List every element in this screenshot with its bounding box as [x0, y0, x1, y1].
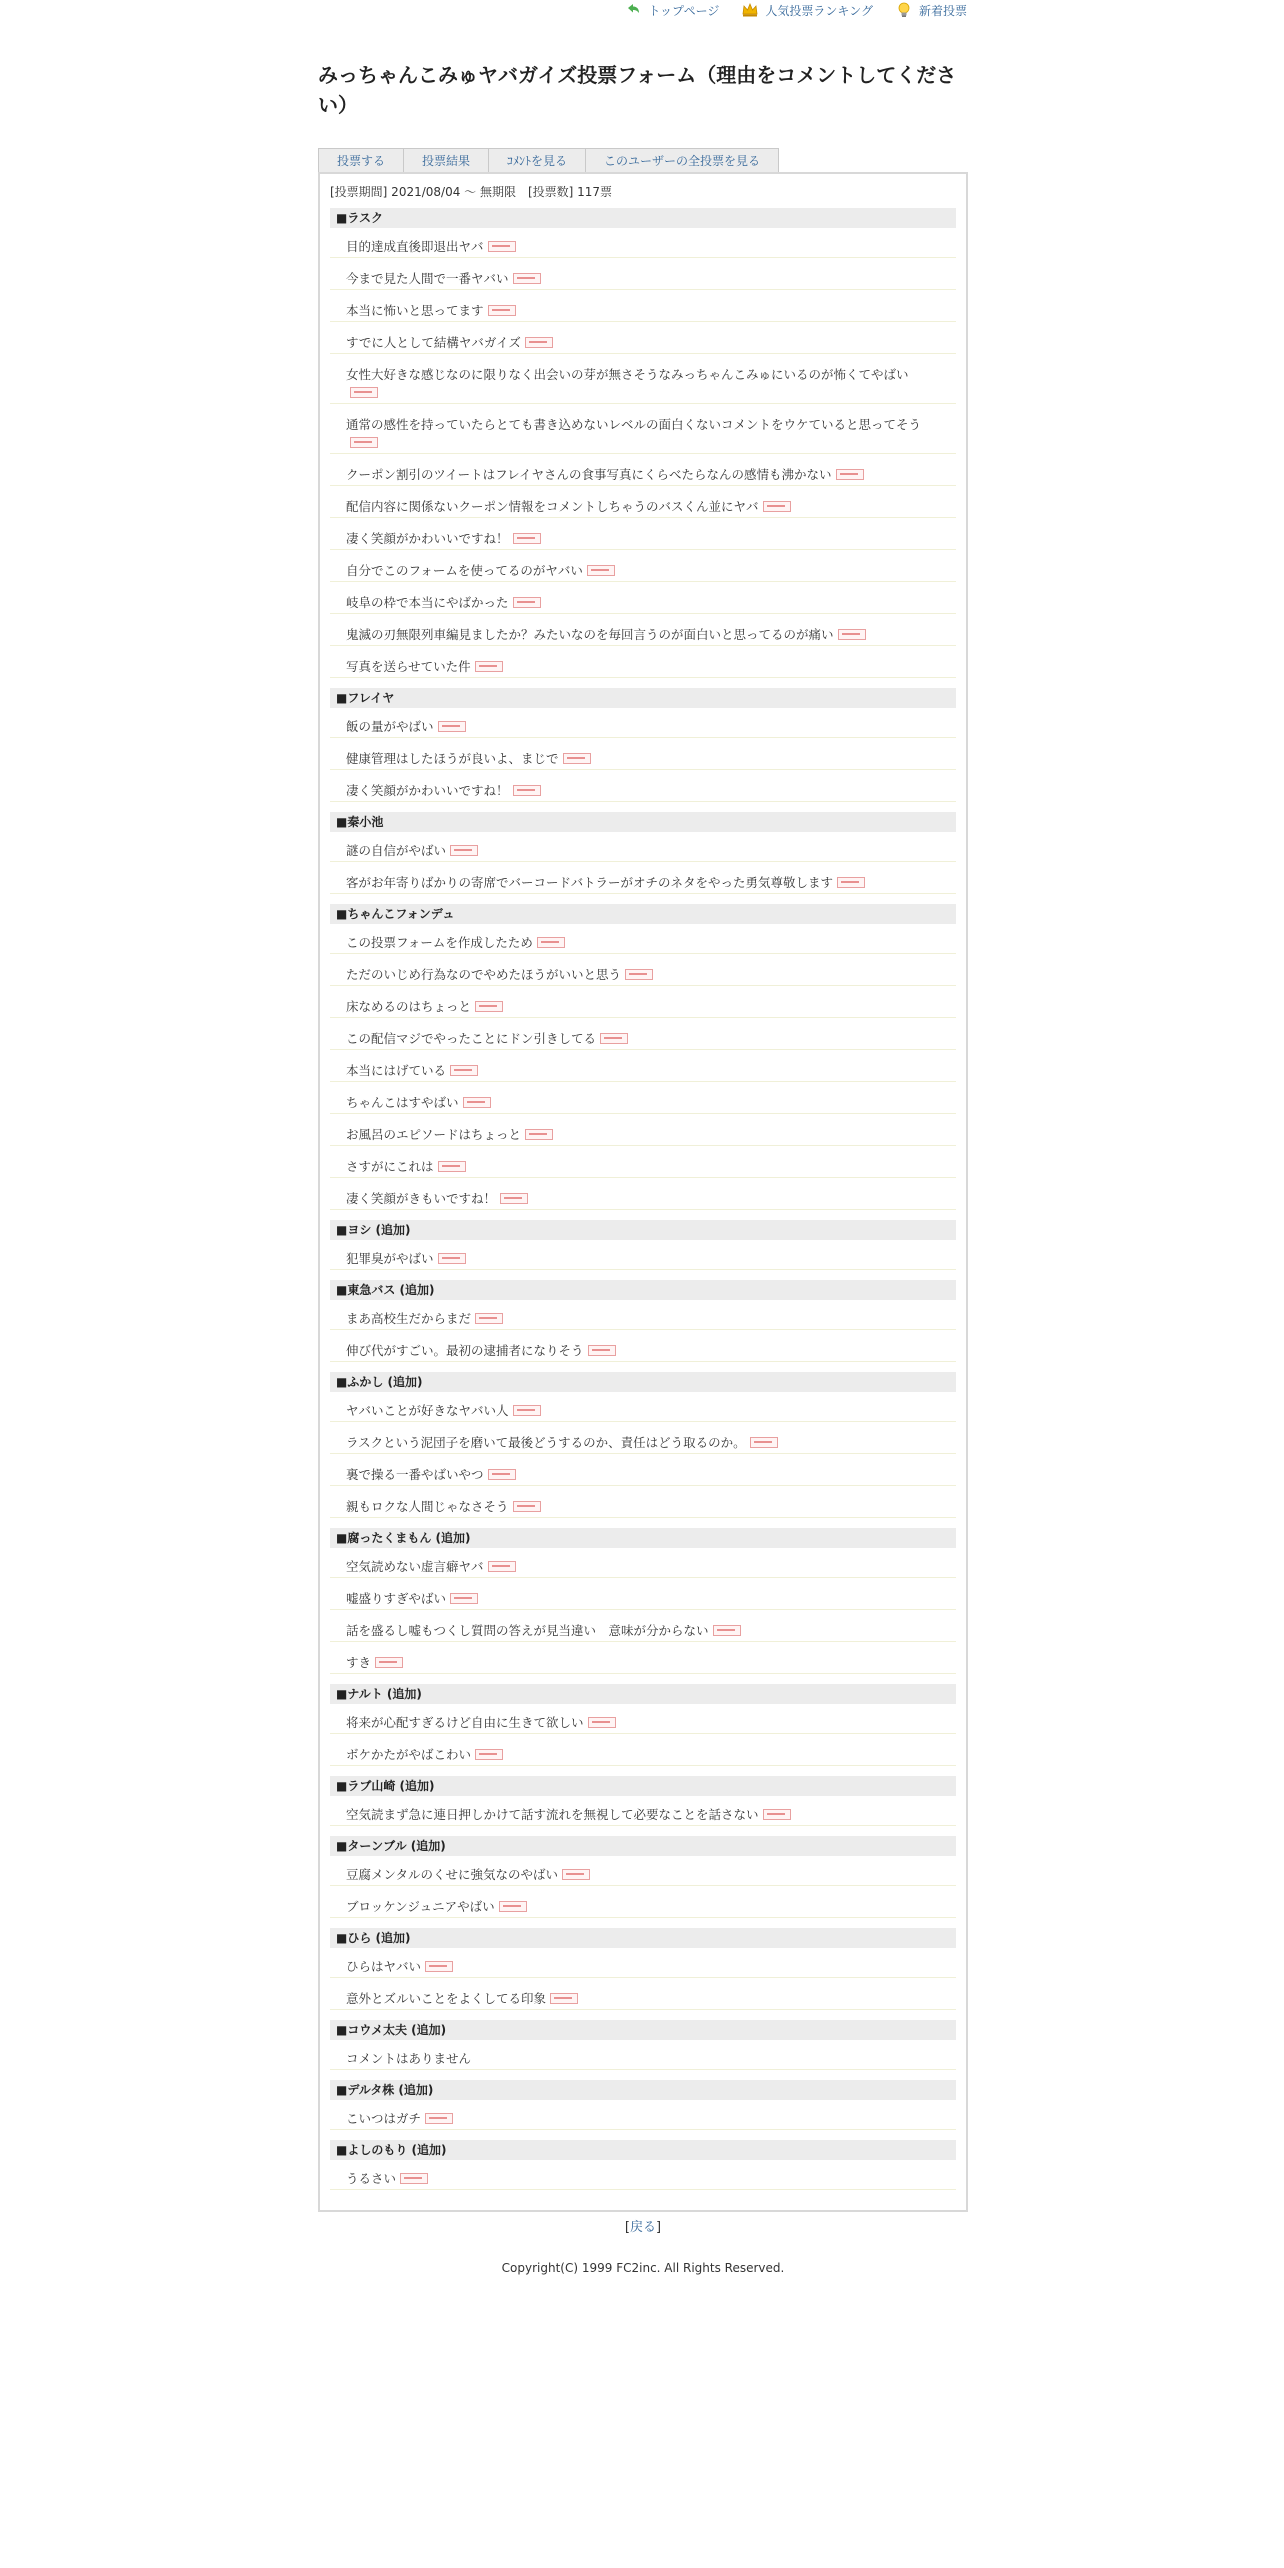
section-heading: ■秦小池: [330, 812, 956, 832]
comment-text: 親もロクな人間じゃなさそう: [346, 1499, 509, 1514]
comment-item: [330, 1864, 956, 1886]
comment-item: [330, 1464, 956, 1486]
report-icon[interactable]: [438, 721, 466, 732]
copyright: Copyright(C) 1999 FC2inc. All Rights Reserved.: [501, 2261, 785, 2275]
comment-text: ひらはヤバい: [346, 1959, 422, 1974]
comment-item: [330, 1432, 956, 1454]
section-heading: ■ラブ山崎 (追加): [330, 1776, 956, 1796]
comment-text: 自分でこのフォームを使ってるのがヤバい: [346, 563, 583, 578]
report-icon[interactable]: [350, 437, 378, 448]
comment-text: 飯の量がやばい: [346, 719, 434, 734]
comment-item: [330, 1744, 956, 1766]
comment-item: [330, 1124, 956, 1146]
comment-text: ボケかたがやばこわい: [346, 1747, 472, 1762]
comment-text: 犯罪臭がやばい: [346, 1251, 434, 1266]
comment-item: [330, 1188, 956, 1210]
comment-item: [330, 964, 956, 986]
comment-text: 女性大好きな感じなのに限りなく出会いの芽が無さそうなみっちゃんこみゅにいるのが怖くてやばい: [346, 367, 909, 382]
comment-item: [330, 1156, 956, 1178]
comment-item: [330, 1620, 956, 1642]
section-heading: ■ちゃんこフォンデュ: [330, 904, 956, 924]
comment-text: 伸び代がすごい。最初の逮捕者になりそう: [346, 1343, 584, 1358]
report-icon[interactable]: [513, 785, 541, 796]
comment-text: 健康管理はしたほうが良いよ、まじで: [346, 751, 559, 766]
comment-item: [330, 996, 956, 1018]
report-icon[interactable]: [600, 1033, 628, 1044]
report-icon[interactable]: [475, 1001, 503, 1012]
comment-item: [330, 2048, 956, 2070]
comment-item: [330, 748, 956, 770]
comment-text: さすがにこれは: [346, 1159, 434, 1174]
report-icon[interactable]: [475, 1313, 503, 1324]
comment-text: 客がお年寄りばかりの寄席でバーコードバトラーがオチのネタをやった勇気尊敬します: [346, 875, 834, 890]
report-icon[interactable]: [562, 1869, 590, 1880]
report-icon[interactable]: [513, 1501, 541, 1512]
comment-text: 空気読まず急に連日押しかけて話す流れを無視して必要なことを話さない: [346, 1807, 759, 1822]
comment-item: [330, 656, 956, 678]
comment-item: [330, 1496, 956, 1518]
comment-text: 話を盛るし嘘もつくし質問の答えが見当違い 意味が分からない: [346, 1623, 709, 1638]
comment-text: 裏で操る一番やばいやつ: [346, 1467, 484, 1482]
comment-text: 凄く笑顔がかわいいですね！: [346, 531, 509, 546]
crown-icon: [741, 1, 759, 19]
report-icon[interactable]: [400, 2173, 428, 2184]
comment-item: [330, 268, 956, 290]
comment-item: [330, 1248, 956, 1270]
comment-text: うるさい: [346, 2171, 397, 2186]
section-heading: ■デルタ株 (追加): [330, 2080, 956, 2100]
comment-text: 今まで見た人間で一番ヤバい: [346, 271, 509, 286]
nav-new-votes[interactable]: [895, 0, 967, 20]
back-link[interactable]: 戻る: [629, 2220, 656, 2235]
comment-text: 鬼滅の刃無限列車編見ましたか？みたいなのを毎回言うのが面白いと思ってるのが痛い: [346, 627, 834, 642]
comment-item: [330, 1652, 956, 1674]
comment-text: 配信内容に関係ないクーポン情報をコメントしちゃうのバスくん並にヤバ: [346, 499, 759, 514]
report-icon[interactable]: [625, 969, 653, 980]
tab-all-user-votes[interactable]: このユーザーの全投票を見る: [585, 148, 779, 172]
comment-item: [330, 1956, 956, 1978]
nav-ranking-label: 人気投票ランキング: [765, 3, 873, 18]
report-icon[interactable]: [438, 1253, 466, 1264]
nav-top-page[interactable]: [624, 0, 719, 20]
comment-text: 空気読めない虚言癖ヤバ: [346, 1559, 484, 1574]
comment-text: 凄く笑顔がかわいいですね！: [346, 783, 509, 798]
comment-item: [330, 364, 956, 404]
comment-sections: [330, 208, 956, 2190]
comment-text: 通常の感性を持っていたらとても書き込めないレベルの面白くないコメントをウケていると思ってそう: [346, 417, 922, 432]
comment-item: [330, 1060, 956, 1082]
comment-item: [330, 1308, 956, 1330]
return-arrow-icon: [624, 1, 642, 19]
comment-item: [330, 1804, 956, 1826]
section-heading: ■ふかし (追加): [330, 1372, 956, 1392]
report-icon[interactable]: [525, 337, 553, 348]
report-icon[interactable]: [475, 1749, 503, 1760]
nav-new-votes-label: 新着投票: [918, 3, 967, 18]
section-heading: ■ラスク: [330, 208, 956, 228]
report-icon[interactable]: [550, 1993, 578, 2004]
top-navigation: [624, 0, 967, 20]
comment-item: [330, 496, 956, 518]
comment-item: [330, 2168, 956, 2190]
section-heading: ■ターンブル (追加): [330, 1836, 956, 1856]
comment-item: [330, 1340, 956, 1362]
back-link-row: [318, 2216, 968, 2235]
comment-text: 将来が心配すぎるけど自由に生きて欲しい: [346, 1715, 584, 1730]
comment-item: [330, 840, 956, 862]
report-icon[interactable]: [425, 2113, 453, 2124]
report-icon[interactable]: [350, 387, 378, 398]
comment-text: ただのいじめ行為なのでやめたほうがいいと思う: [346, 967, 622, 982]
nav-top-page-label: トップページ: [648, 3, 720, 18]
lightbulb-icon: [895, 1, 913, 19]
report-icon[interactable]: [499, 1901, 527, 1912]
comment-text: 謎の自信がやばい: [346, 843, 447, 858]
report-icon[interactable]: [488, 1561, 516, 1572]
comment-item: [330, 1092, 956, 1114]
comment-item: [330, 1896, 956, 1918]
comment-text: こいつはガチ: [346, 2111, 422, 2126]
comment-text: クーポン割引のツイートはフレイヤさんの食事写真にくらべたらなんの感情も沸かない: [346, 467, 832, 482]
comment-text: 豆腐メンタルのくせに強気なのやばい: [346, 1867, 559, 1882]
report-icon[interactable]: [513, 597, 541, 608]
comment-text: 本当にはげている: [346, 1063, 447, 1078]
comment-item: [330, 300, 956, 322]
comment-item: [330, 932, 956, 954]
comment-item: [330, 1400, 956, 1422]
report-icon[interactable]: [500, 1193, 528, 1204]
comment-panel: [318, 172, 968, 2212]
report-icon[interactable]: [836, 469, 864, 480]
comment-item: [330, 2108, 956, 2130]
comment-item: [330, 716, 956, 738]
tab-vote[interactable]: 投票する: [318, 148, 404, 172]
report-icon[interactable]: [587, 565, 615, 576]
section-heading: ■東急バス (追加): [330, 1280, 956, 1300]
report-icon[interactable]: [763, 501, 791, 512]
report-icon[interactable]: [525, 1129, 553, 1140]
report-icon[interactable]: [563, 753, 591, 764]
report-icon[interactable]: [450, 1593, 478, 1604]
comment-item: [330, 872, 956, 894]
tab-results[interactable]: 投票結果: [403, 148, 489, 172]
report-icon[interactable]: [375, 1657, 403, 1668]
comment-text: 床なめるのはちょっと: [346, 999, 472, 1014]
comment-text: まあ高校生だからまだ: [346, 1311, 472, 1326]
report-icon[interactable]: [450, 1065, 478, 1076]
tab-bar: [318, 148, 968, 172]
comment-item: [330, 1556, 956, 1578]
comment-item: [330, 414, 956, 454]
comment-text: 凄く笑顔がきもいですね！: [346, 1191, 497, 1206]
comment-text: お風呂のエピソードはちょっと: [346, 1127, 522, 1142]
report-icon[interactable]: [438, 1161, 466, 1172]
section-heading: ■腐ったくまもん (追加): [330, 1528, 956, 1548]
comment-text: 目的達成直後即退出ヤバ: [346, 239, 484, 254]
report-icon[interactable]: [513, 1405, 541, 1416]
nav-ranking[interactable]: [741, 0, 873, 20]
comment-item: [330, 624, 956, 646]
section-heading: ■ヨシ (追加): [330, 1220, 956, 1240]
comment-text: ヤバいことが好きなヤバい人: [346, 1403, 509, 1418]
report-icon[interactable]: [537, 937, 565, 948]
tab-comments[interactable]: ｺﾒﾝﾄを見る: [488, 148, 586, 172]
comment-item: [330, 1712, 956, 1734]
report-icon[interactable]: [488, 241, 516, 252]
comment-text: 写真を送らせていた件: [346, 659, 471, 674]
comment-item: [330, 592, 956, 614]
comment-item: [330, 1588, 956, 1610]
comment-item: [330, 560, 956, 582]
section-heading: ■コウメ太夫 (追加): [330, 2020, 956, 2040]
page-title: みっちゃんこみゅヤバガイズ投票フォーム（理由をコメントしてください）: [318, 63, 957, 117]
comment-text: 意外とズルいことをよくしてる印象: [346, 1991, 547, 2006]
section-heading: ■ひら (追加): [330, 1928, 956, 1948]
report-icon[interactable]: [488, 305, 516, 316]
report-icon[interactable]: [713, 1625, 741, 1636]
comment-text: すでに人として結構ヤバガイズ: [346, 335, 521, 350]
back-bracket-open: [: [624, 2220, 630, 2235]
comment-text: 岐阜の枠で本当にやばかった: [346, 595, 509, 610]
comment-text: コメントはありません: [346, 2051, 472, 2066]
section-heading: ■フレイヤ: [330, 688, 956, 708]
report-icon[interactable]: [513, 533, 541, 544]
report-icon[interactable]: [463, 1097, 491, 1108]
comment-text: ラスクという泥団子を磨いて最後どうするのか、責任はどう取るのか。: [346, 1435, 746, 1450]
back-bracket-close: ]: [656, 2220, 662, 2235]
comment-item: [330, 236, 956, 258]
comment-text: この配信マジでやったことにドン引きしてる: [346, 1031, 597, 1046]
comment-item: [330, 464, 956, 486]
comment-text: この投票フォームを作成したため: [346, 935, 533, 950]
report-icon[interactable]: [588, 1345, 616, 1356]
comment-item: [330, 332, 956, 354]
report-icon[interactable]: [425, 1961, 453, 1972]
report-icon[interactable]: [838, 629, 866, 640]
report-icon[interactable]: [763, 1809, 791, 1820]
report-icon[interactable]: [450, 845, 478, 856]
section-heading: ■よしのもり (追加): [330, 2140, 956, 2160]
report-icon[interactable]: [513, 273, 541, 284]
comment-text: ブロッケンジュニアやばい: [346, 1899, 495, 1914]
comment-item: [330, 528, 956, 550]
comment-item: [330, 1028, 956, 1050]
report-icon[interactable]: [588, 1717, 616, 1728]
report-icon[interactable]: [837, 877, 865, 888]
comment-item: [330, 1988, 956, 2010]
vote-meta: [投票期間] 2021/08/04 ～ 無期限 [投票数] 117票: [330, 185, 613, 199]
report-icon[interactable]: [488, 1469, 516, 1480]
section-heading: ■ナルト (追加): [330, 1684, 956, 1704]
report-icon[interactable]: [750, 1437, 778, 1448]
comment-text: すき: [346, 1655, 372, 1670]
comment-text: ちゃんこはすやばい: [346, 1095, 459, 1110]
comment-item: [330, 780, 956, 802]
main-content: [318, 60, 968, 2275]
report-icon[interactable]: [475, 661, 503, 672]
comment-text: 嘘盛りすぎやばい: [346, 1591, 447, 1606]
comment-text: 本当に怖いと思ってます: [346, 303, 484, 318]
